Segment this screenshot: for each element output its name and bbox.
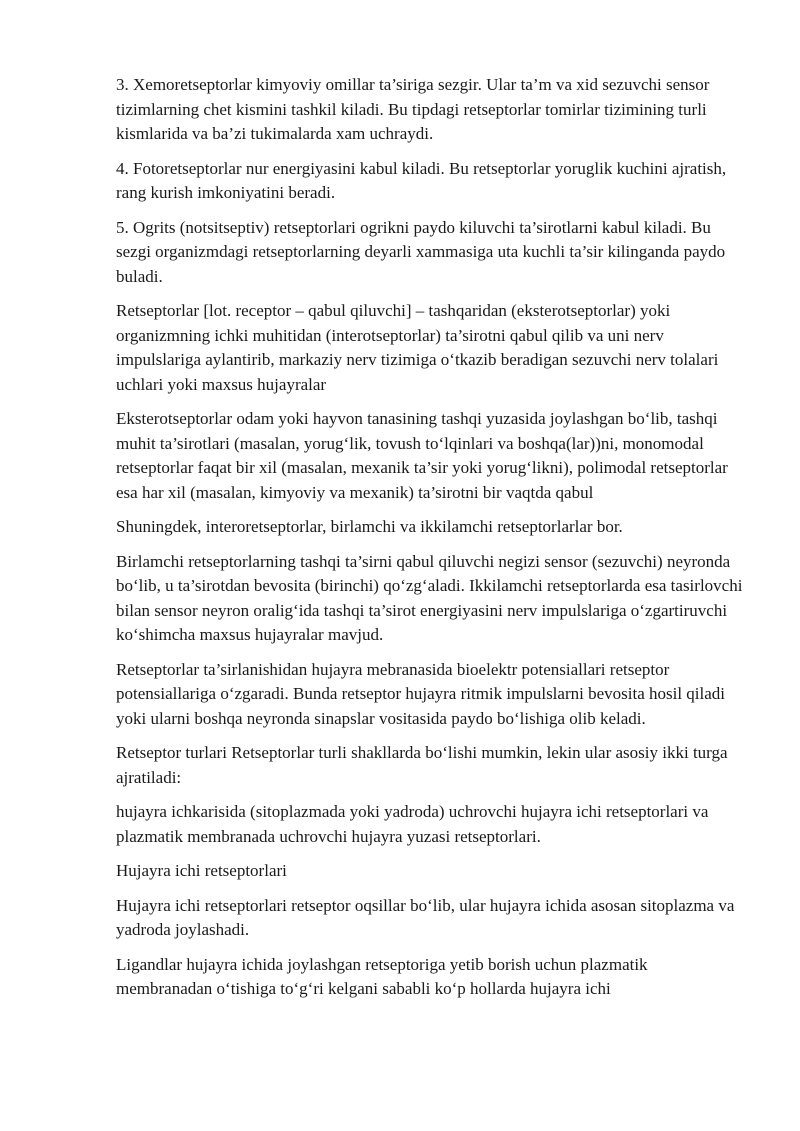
paragraph-intracellular-receptors: Hujayra ichi retseptorlari retseptor oqsillar bo‘lib, ular hujayra ichida asosan sitoplazma va yadroda joylashadi. [116,895,735,939]
paragraph-receptor-locations: hujayra ichkarisida (sitoplazmada yoki yadroda) uchrovchi hujayra ichi retseptorlari va plazmatik membranada uchrovchi hujayra yuzasi retseptorlari. [116,802,709,846]
paragraph-ligands: Ligandlar hujayra ichida joylashgan retseptoriga yetib borish uchun plazmatik membranadan o‘tishiga to‘g‘ri kelgani sababli ko‘p hollarda hujayra ichi [116,954,648,998]
paragraph-chemoreceptors: 3. Xemoretseptorlar kimyoviy omillar ta’siriga sezgir. Ular ta’m va xid sezuvchi sensor tizimlarning chet kismini tashkil kiladi. Bu tipdagi retseptorlar tomirlar tizimining turli kismlarida va ba’zi tukimalarda xam uchraydi. [116,75,710,143]
paragraph-nociceptors: 5. Ogrits (notsitseptiv) retseptorlari ogrikni paydo kiluvchi ta’sirotlarni kabul kiladi. Bu sezgi organizmdagi retseptorlarning deyarli xammasiga uta kuchli ta’sir kilinganda paydo buladi. [116,217,726,286]
section-heading-intracellular: Hujayra ichi retseptorlari [116,861,287,880]
document-page [116,73,746,1012]
paragraph-receptor-definition: Retseptorlar [lot. receptor – qabul qiluvchi] – tashqaridan (eksterotseptorlar) yoki organizmning ichki muhitidan (interotseptorlar) ta’sirotni qabul qilib va uni nerv impulslariga aylantirib, markaziy nerv tizimiga o‘tkazib beradigan sezuvchi nerv tolalari uchlari yoki maxsus hujayralar [116,301,719,394]
paragraph-exteroceptors: Eksterotseptorlar odam yoki hayvon tanasining tashqi yuzasida joylashgan bo‘lib, tashqi muhit ta’sirotlari (masalan, yorug‘lik, tovush to‘lqinlari va boshqa(lar))ni, monomodal retseptorlar faqat bir xil (masalan, mexanik ta’sir yoki yorug‘likni), polimodal retseptorlar esa har xil (masalan, kimyoviy va mexanik) ta’sirotni bir vaqtda qabul [116,409,728,502]
paragraph-interoceptors-note: Shuningdek, interoretseptorlar, birlamchi va ikkilamchi retseptorlarlar bor. [116,517,623,536]
paragraph-receptor-potentials: Retseptorlar ta’sirlanishidan hujayra mebranasida bioelektr potensiallari retseptor potensiallariga o‘zgaradi. Bunda retseptor hujayra ritmik impulslarni bevosita hosil qiladi yoki ularni boshqa neyronda sinapslar vositasida paydo bo‘lishiga olib keladi. [116,659,726,728]
paragraph-photoreceptors: 4. Fotoretseptorlar nur energiyasini kabul kiladi. Bu retseptorlar yoruglik kuchini ajratish, rang kurish imkoniyatini beradi. [116,158,727,202]
paragraph-primary-secondary: Birlamchi retseptorlarning tashqi ta’sirni qabul qiluvchi negizi sensor (sezuvchi) neyronda bo‘lib, u ta’sirotdan bevosita (birinchi) qo‘zg‘aladi. Ikkilamchi retseptorlarda esa tasirlovchi bilan sensor neyron oralig‘ida tashqi ta’sirot energiyasini nerv impulslariga o‘zgartiruvchi ko‘shimcha maxsus hujayralar mavjud. [116,551,743,644]
paragraph-receptor-types: Retseptor turlari Retseptorlar turli shakllarda bo‘lishi mumkin, lekin ular asosiy ikki turga ajratiladi: [116,743,728,787]
